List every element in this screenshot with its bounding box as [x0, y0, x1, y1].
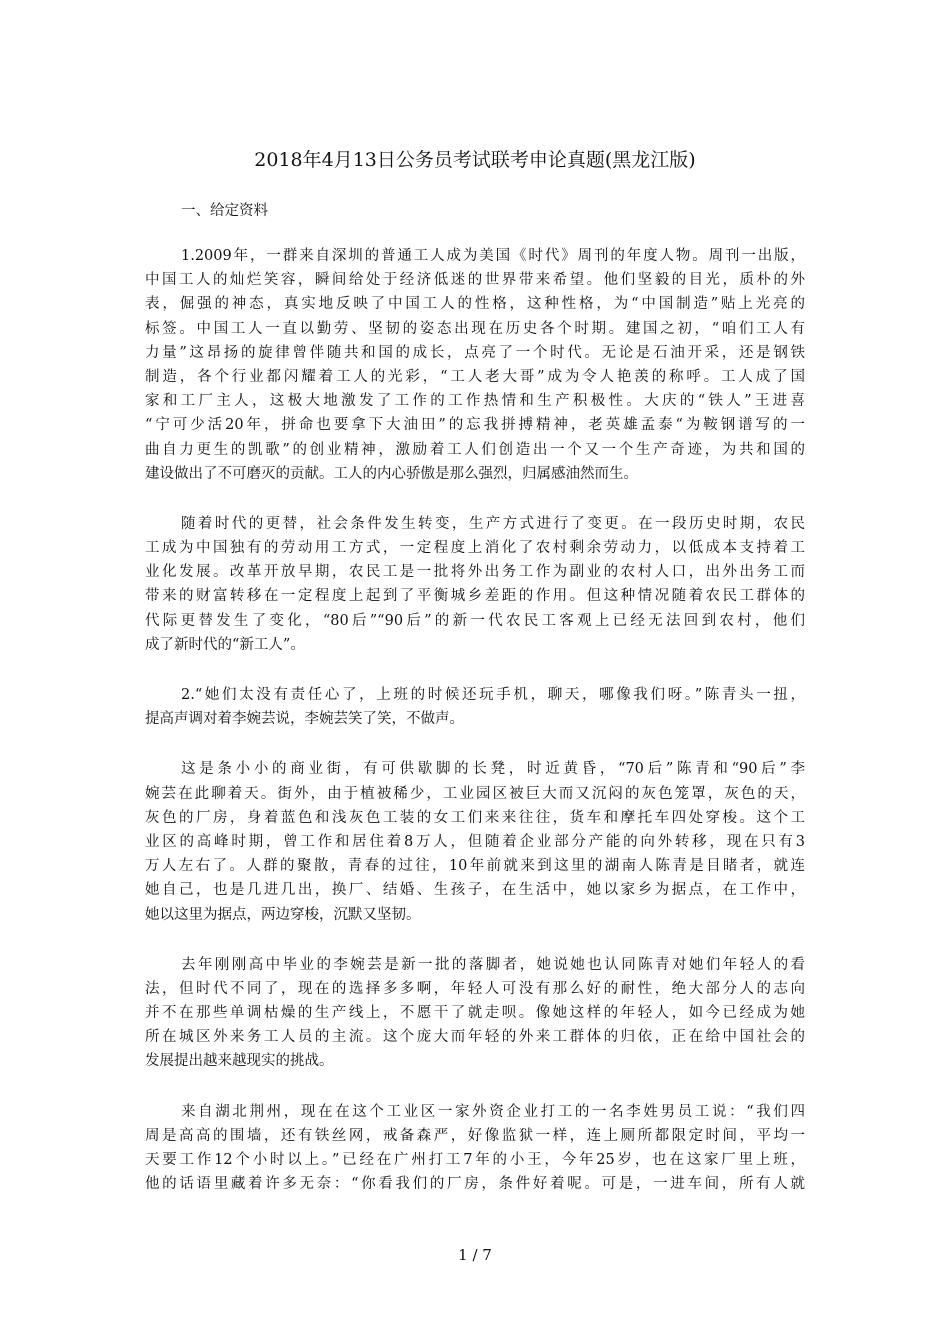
paragraph-line: 业化发展。改革开放早期，农民工是一批将外出务工作为副业的农村人口，出外出务工而	[145, 564, 805, 581]
paragraph-line: 所在城区外来务工人员的主流。这个庞大而年轻的外来工群体的归依，正在给中国社会的	[145, 1029, 805, 1046]
paragraph-line: 发展提出越来越现实的挑战。	[145, 1053, 334, 1070]
paragraph-line: 表，倔强的神态，真实地反映了中国工人的性格，这种性格，为“中国制造”贴上光亮的	[145, 296, 805, 313]
paragraph-line: 万人左右了。人群的聚散，青春的过往，10年前就来到这里的湖南人陈青是目睹者，就连	[145, 858, 805, 875]
paragraph	[145, 244, 805, 486]
paragraph	[145, 757, 805, 926]
paragraph-line: 1.2009年，一群来自深圳的普通工人成为美国《时代》周刊的年度人物。周刊一出版，	[181, 248, 805, 264]
paragraph-line: 2.“她们太没有责任心了，上班的时候还玩手机，聊天，哪像我们呀。”陈青头一扭，	[181, 687, 805, 703]
paragraph-line: 随着时代的更替，社会条件发生转变，生产方式进行了变更。在一段历史时期，农民	[181, 515, 805, 532]
paragraph	[145, 1100, 805, 1197]
section-heading: 一、给定资料	[181, 203, 268, 219]
document-title: 2018年4月13日公务员考试联考申论真题(黑龙江版)	[254, 149, 696, 171]
paragraph-line: 力量”这昂扬的旋律曾伴随共和国的成长，点亮了一个时代。无论是石油开采，还是钢铁	[145, 344, 805, 361]
paragraph-line: 带来的财富转移在一定程度上起到了平衡城乡差距的作用。但这种情况随着农民工群体的	[145, 588, 805, 605]
paragraph-line: 婉芸在此聊着天。街外，由于植被稀少，工业园区被巨大而又沉闷的灰色笼罩，灰色的天，	[145, 785, 805, 802]
document-body	[145, 244, 805, 1222]
paragraph-line: 他的话语里藏着许多无奈：“你看我们的厂房，条件好着呢。可是，一进车间，所有人就	[145, 1176, 805, 1193]
paragraph-line: 家和工厂主人，这极大地激发了工作的工作热情和生产积极性。大庆的“铁人”王进喜	[145, 393, 805, 410]
paragraph	[145, 512, 805, 657]
paragraph-line: 去年刚刚高中毕业的李婉芸是新一批的落脚者，她说她也认同陈青对她们年轻人的看	[181, 956, 805, 973]
paragraph-line: 来自湖北荆州，现在在这个工业区一家外资企业打工的一名李姓男员工说：“我们四	[181, 1103, 805, 1120]
paragraph-line: 工成为中国独有的劳动用工方式，一定程度上消化了农村剩余劳动力，以低成本支持着工	[145, 540, 805, 557]
paragraph-line: 建设做出了不可磨灭的贡献。工人的内心骄傲是那么强烈，归属感油然而生。	[145, 465, 638, 482]
paragraph-line: 代际更替发生了变化，“80后”“90后”的新一代农民工客观上已经无法回到农村，他们	[145, 612, 805, 629]
paragraph-line: 业区的高峰时期，曾工作和居住着8万人，但随着企业部分产能的向外转移，现在只有3	[145, 833, 805, 850]
paragraph-line: 中国工人的灿烂笑容，瞬间给处于经济低迷的世界带来希望。他们坚毅的目光，质朴的外	[145, 272, 805, 289]
paragraph-line: 她自己，也是几进几出，换厂、结婚、生孩子，在生活中，她以家乡为据点，在工作中，	[145, 882, 805, 899]
paragraph-line: 标签。中国工人一直以勤劳、坚韧的姿态出现在历史各个时期。建国之初，“咱们工人有	[145, 320, 805, 337]
paragraph-line: 天要工作12个小时以上。”已经在广州打工7年的小王，今年25岁，也在这家厂里上班，	[145, 1152, 805, 1168]
paragraph-line: 她以这里为据点，两边穿梭，沉默又坚韧。	[145, 906, 421, 923]
paragraph-line: “宁可少活20年，拼命也要拿下大油田”的忘我拼搏精神，老英雄孟泰“为鞍钢谱写的一	[145, 417, 805, 434]
paragraph	[145, 683, 805, 731]
paragraph-line: 灰色的厂房，身着蓝色和浅灰色工装的女工们来来往往，货车和摩托车四处穿梭。这个工	[145, 809, 805, 826]
paragraph-line: 并不在那些单调枯燥的生产线上，不愿干了就走呗。像她这样的年轻人，如今已经成为她	[145, 1005, 805, 1022]
paragraph-line: 法，但时代不同了，现在的选择多多啊，年轻人可没有那么好的耐性，绝大部分人的志向	[145, 980, 805, 997]
paragraph-line: 制造，各个行业都闪耀着工人的光彩，“工人老大哥”成为令人艳羡的称呼。工人成了国	[145, 368, 805, 385]
paragraph-line: 提高声调对着李婉芸说，李婉芸笑了笑，不做声。	[145, 711, 464, 728]
paragraph-line: 曲自力更生的凯歌”的创业精神，激励着工人们创造出一个又一个生产奇迹，为共和国的	[145, 441, 805, 458]
paragraph-line: 周是高高的围墙，还有铁丝网，戒备森严，好像监狱一样，连上厕所都限定时间，平均一	[145, 1127, 805, 1144]
paragraph-line: 成了新时代的“新工人”。	[145, 636, 305, 653]
paragraph-line: 这是条小小的商业街，有可供歇脚的长凳，时近黄昏，“70后”陈青和“90后”李	[181, 761, 805, 778]
paragraph	[145, 953, 805, 1074]
page-number: 1 / 7	[458, 1246, 492, 1264]
